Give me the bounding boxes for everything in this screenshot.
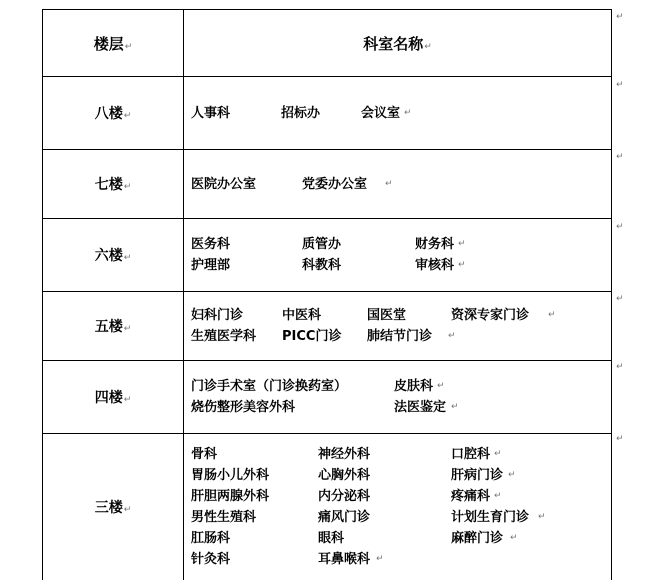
paragraph-mark-icon: ↵ xyxy=(404,103,412,124)
floor-cell xyxy=(43,434,184,580)
floor-directory-table xyxy=(42,9,612,580)
floor-label: 八楼 xyxy=(95,106,123,122)
paragraph-mark-icon: ↵ xyxy=(458,255,466,276)
dept-name: 骨科 xyxy=(191,444,217,465)
paragraph-mark-icon: ↵ xyxy=(451,397,459,418)
floor-row-8 xyxy=(43,77,612,150)
dept-name: 皮肤科 xyxy=(394,376,433,397)
dept-name: 质管办 xyxy=(302,234,341,255)
row-end-mark-icon: ↵ xyxy=(616,152,624,162)
dept-line xyxy=(191,528,611,549)
dept-line xyxy=(191,444,611,465)
paragraph-mark-icon: ↵ xyxy=(124,324,132,334)
dept-cell xyxy=(184,292,612,361)
dept-cell xyxy=(184,77,612,150)
dept-line xyxy=(191,326,611,347)
paragraph-mark-icon: ↵ xyxy=(124,395,132,405)
paragraph-mark-icon: ↵ xyxy=(494,444,502,465)
dept-name: 护理部 xyxy=(191,255,230,276)
dept-name: 会议室 xyxy=(361,103,400,124)
dept-name: 心胸外科 xyxy=(318,465,370,486)
paragraph-mark-icon: ↵ xyxy=(508,465,516,486)
floor-label: 五楼 xyxy=(95,319,123,335)
floor-cell xyxy=(43,292,184,361)
dept-line xyxy=(191,397,611,418)
header-floor-cell xyxy=(43,10,184,77)
dept-name: PICC门诊 xyxy=(282,326,341,347)
dept-name: 神经外科 xyxy=(318,444,370,465)
floor-row-5 xyxy=(43,292,612,361)
row-end-mark-icon: ↵ xyxy=(616,12,624,22)
dept-name: 烧伤整形美容外科 xyxy=(191,397,295,418)
floor-row-6 xyxy=(43,219,612,292)
dept-name: 医务科 xyxy=(191,234,230,255)
dept-name: 肛肠科 xyxy=(191,528,230,549)
dept-line xyxy=(191,255,611,276)
dept-name: 疼痛科 xyxy=(451,486,490,507)
dept-line xyxy=(191,486,611,507)
dept-name: 口腔科 xyxy=(451,444,490,465)
paragraph-mark-icon: ↵ xyxy=(124,182,132,192)
dept-name: 财务科 xyxy=(415,234,454,255)
dept-line xyxy=(191,507,611,528)
paragraph-mark-icon: ↵ xyxy=(124,505,132,515)
dept-cell xyxy=(184,434,612,580)
row-end-mark-icon: ↵ xyxy=(616,80,624,90)
row-end-mark-icon: ↵ xyxy=(616,362,624,372)
row-end-mark-icon: ↵ xyxy=(616,222,624,232)
dept-line xyxy=(191,305,611,326)
floor-row-7 xyxy=(43,150,612,219)
paragraph-mark-icon: ↵ xyxy=(458,234,466,255)
floor-cell xyxy=(43,77,184,150)
paragraph-mark-icon: ↵ xyxy=(548,305,556,326)
paragraph-mark-icon: ↵ xyxy=(424,42,432,52)
paragraph-mark-icon: ↵ xyxy=(494,486,502,507)
dept-cell xyxy=(184,361,612,434)
header-dept-label: 科室名称 xyxy=(363,35,423,53)
dept-name: 肺结节门诊 xyxy=(367,326,432,347)
paragraph-mark-icon: ↵ xyxy=(448,326,456,347)
floor-cell xyxy=(43,150,184,219)
floor-cell xyxy=(43,219,184,292)
dept-name: 计划生育门诊 xyxy=(451,507,529,528)
table-header-row xyxy=(43,10,612,77)
header-floor-label: 楼层 xyxy=(94,35,124,53)
dept-line xyxy=(191,376,611,397)
dept-name: 审核科 xyxy=(415,255,454,276)
dept-cell xyxy=(184,219,612,292)
paragraph-mark-icon: ↵ xyxy=(437,376,445,397)
floor-label: 七楼 xyxy=(95,177,123,193)
row-end-mark-icon: ↵ xyxy=(616,294,624,304)
paragraph-mark-icon: ↵ xyxy=(376,549,384,570)
dept-name: 党委办公室 xyxy=(302,174,367,195)
dept-name: 痛风门诊 xyxy=(318,507,370,528)
dept-cell xyxy=(184,150,612,219)
dept-name: 胃肠小儿外科 xyxy=(191,465,269,486)
dept-name: 眼科 xyxy=(318,528,344,549)
dept-name: 国医堂 xyxy=(367,305,406,326)
dept-name: 中医科 xyxy=(282,305,321,326)
dept-name: 科教科 xyxy=(302,255,341,276)
floor-row-4 xyxy=(43,361,612,434)
dept-name: 肝胆两腺外科 xyxy=(191,486,269,507)
dept-name: 门诊手术室（门诊换药室） xyxy=(191,376,347,397)
dept-name: 医院办公室 xyxy=(191,174,256,195)
header-dept-cell xyxy=(184,10,612,77)
paragraph-mark-icon: ↵ xyxy=(124,111,132,121)
paragraph-mark-icon: ↵ xyxy=(124,253,132,263)
dept-name: 男性生殖科 xyxy=(191,507,256,528)
floor-label: 三楼 xyxy=(95,500,123,516)
dept-name: 人事科 xyxy=(191,103,230,124)
paragraph-mark-icon: ↵ xyxy=(385,174,393,195)
dept-line xyxy=(191,103,611,124)
dept-name: 妇科门诊 xyxy=(191,305,243,326)
floor-label: 六楼 xyxy=(95,248,123,264)
row-end-mark-icon: ↵ xyxy=(616,434,624,444)
floor-label: 四楼 xyxy=(95,390,123,406)
paragraph-mark-icon: ↵ xyxy=(510,528,518,549)
dept-line xyxy=(191,549,611,570)
dept-name: 肝病门诊 xyxy=(451,465,503,486)
dept-line xyxy=(191,465,611,486)
dept-name: 针灸科 xyxy=(191,549,230,570)
paragraph-mark-icon: ↵ xyxy=(125,42,133,52)
dept-name: 资深专家门诊 xyxy=(451,305,529,326)
dept-line xyxy=(191,234,611,255)
dept-name: 招标办 xyxy=(281,103,320,124)
floor-row-3 xyxy=(43,434,612,580)
dept-line xyxy=(191,174,611,195)
dept-name: 生殖医学科 xyxy=(191,326,256,347)
dept-name: 法医鉴定 xyxy=(394,397,446,418)
paragraph-mark-icon: ↵ xyxy=(538,507,546,528)
floor-cell xyxy=(43,361,184,434)
dept-name: 麻醉门诊 xyxy=(451,528,503,549)
dept-name: 耳鼻喉科 xyxy=(318,549,370,570)
dept-name: 内分泌科 xyxy=(318,486,370,507)
